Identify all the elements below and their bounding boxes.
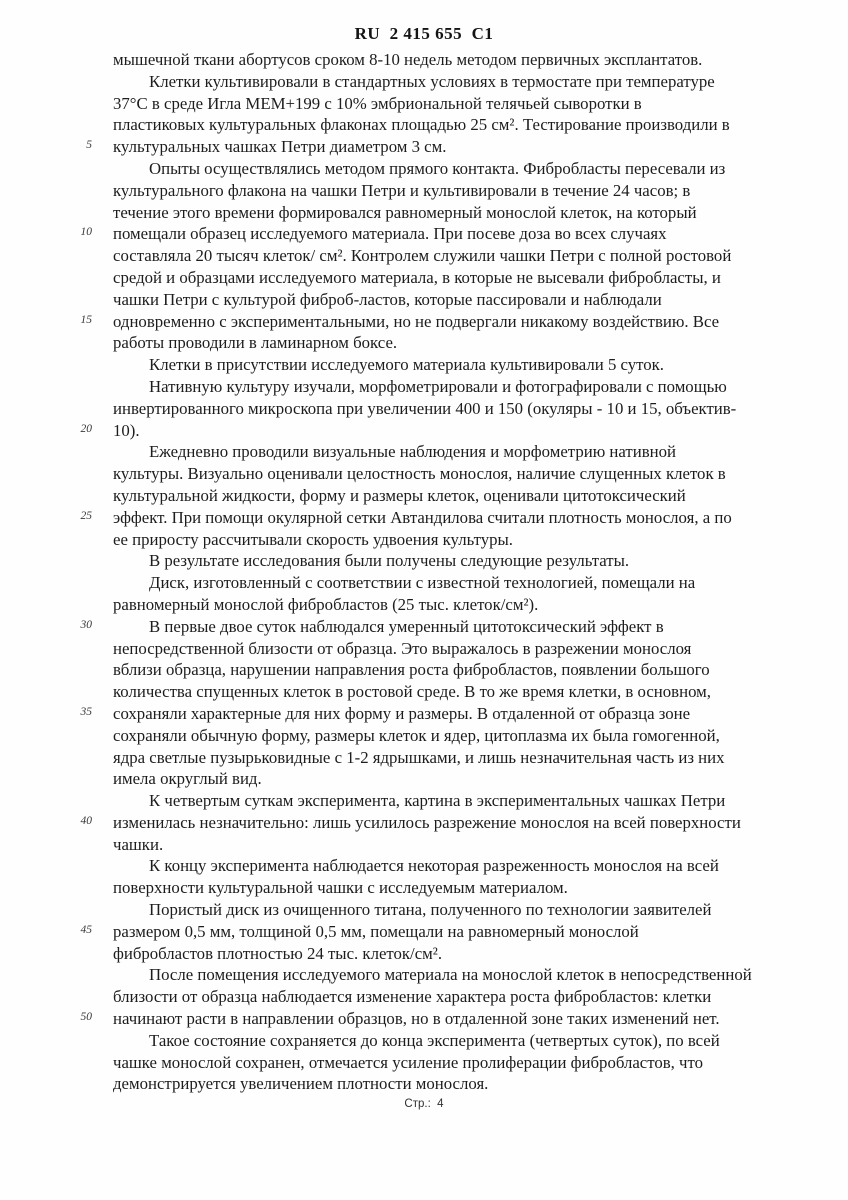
margin-line-number: 30 [80,618,92,631]
text-line-content: культурального флакона на чашки Петри и культивировали в течение 24 часов; в [113,180,691,200]
text-line-content: фибробластов плотностью 24 тыс. клеток/см². [113,943,443,963]
text-line-content: непосредственной близости от образца. Это выражалось в разрежении монослоя [113,638,692,658]
text-line-content: К концу эксперимента наблюдается некоторая разреженность монослоя на всей [149,856,719,876]
text-line-content: инвертированного микроскопа при увеличении 400 и 150 (окуляры - 10 и 15, объектив- [113,398,737,418]
text-line-content: изменилась незначительно: лишь усилилось разрежение монослоя на всей поверхности [113,812,741,832]
text-line [113,1073,803,1095]
text-line-content: чашки. [113,834,164,854]
text-line [113,441,803,463]
text-line-content: Клетки культивировали в стандартных условиях в термостате при температуре [149,71,715,91]
text-line [113,1052,803,1074]
text-line-content: количества спущенных клеток в ростовой среде. В то же время клетки, в основном, [113,682,711,702]
text-line [113,834,803,856]
text-line-content: В результате исследования были получены следующие результаты. [149,551,630,571]
text-line-content: средой и образцами исследуемого материала, в которые не высевали фибробласты, и [113,267,721,287]
text-line-content: К четвертым суткам эксперимента, картина в экспериментальных чашках Петри [149,791,726,811]
text-line-content: культуральных чашках Петри диаметром 3 см. [113,137,447,157]
text-line [80,223,803,245]
text-line [80,1008,803,1030]
text-line-content: Ежедневно проводили визуальные наблюдения и морфометрию нативной [149,442,677,462]
text-line-content: Диск, изготовленный с соответствии с известной технологией, помещали на [149,573,696,593]
text-line-content: близости от образца наблюдается изменение характера роста фибробластов: клетки [113,987,712,1007]
text-line [113,986,803,1008]
text-line-content: 37°С в среде Игла МЕМ+199 с 10% эмбриональной телячьей сыворотки в [113,93,642,113]
text-line [113,964,803,986]
text-line [86,136,803,158]
margin-line-number: 25 [80,509,92,522]
text-line [113,529,803,551]
margin-line-number: 45 [80,923,92,936]
text-line-content: имела округлый вид. [113,769,262,789]
text-line [113,855,803,877]
text-line [113,638,803,660]
text-line-content: помещали образец исследуемого материала. При посеве доза во всех случаях [113,224,667,244]
text-line [113,376,803,398]
text-line [113,877,803,899]
text-line [113,1030,803,1052]
text-line [80,420,803,442]
text-line-content: поверхности культуральной чашки с исследуемым материалом. [113,878,568,898]
text-line [113,289,803,311]
text-line [113,463,803,485]
text-line [113,725,803,747]
margin-line-number: 10 [80,226,92,239]
text-line [113,245,803,267]
patent-number-header: RU 2 415 655 C1 [354,24,494,43]
text-line [113,49,803,71]
text-line-content: одновременно с экспериментальными, но не подвергали никакому воздействию. Все [113,311,720,331]
text-line [80,703,803,725]
text-line-content: После помещения исследуемого материала на монослой клеток в непосредственной [149,965,752,985]
page-number: Стр.: 4 [404,1098,444,1110]
text-line-content: В первые двое суток наблюдался умеренный цитотоксический эффект в [149,616,664,636]
text-line [113,747,803,769]
margin-line-number: 5 [86,139,92,152]
text-line [113,681,803,703]
text-line-content: размером 0,5 мм, толщиной 0,5 мм, помещали на равномерный монослой [113,921,639,941]
margin-line-number: 50 [80,1011,92,1024]
text-line [113,943,803,965]
text-line [113,93,803,115]
text-line [113,71,803,93]
text-line-content: начинают расти в направлении образцов, но в отдаленной зоне таких изменений нет. [113,1009,720,1029]
text-line [113,550,803,572]
text-line [113,114,803,136]
text-line-content: чашки Петри с культурой фиброб-ластов, которые пассировали и наблюдали [113,289,662,309]
text-line [113,659,803,681]
text-line [80,921,803,943]
document-body [80,49,803,1095]
text-line-content: культуры. Визуально оценивали целостность монослоя, наличие слущенных клеток в [113,464,726,484]
text-line-content: пластиковых культуральных флаконах площадью 25 см². Тестирование производили в [113,115,730,135]
text-line [80,507,803,529]
text-line-content: чашке монослой сохранен, отмечается усиление пролиферации фибробластов, что [113,1052,703,1072]
text-line-content: сохраняли обычную форму, размеры клеток и ядер, цитоплазма их была гомогенной, [113,725,720,745]
text-line [113,180,803,202]
text-line-content: культуральной жидкости, форму и размеры клеток, оценивали цитотоксический [113,485,686,505]
margin-line-number: 40 [80,814,92,827]
text-line-content: работы проводили в ламинарном боксе. [113,333,398,353]
text-line-content: Пористый диск из очищенного титана, полученного по технологии заявителей [149,900,712,920]
text-line [113,332,803,354]
text-line-content: ее приросту рассчитывали скорость удвоения культуры. [113,529,513,549]
text-line [80,311,803,333]
text-line [113,354,803,376]
margin-line-number: 35 [80,705,92,718]
text-line [113,768,803,790]
text-line-content: составляла 20 тысяч клеток/ см². Контролем служили чашки Петри с полной ростовой [113,246,732,266]
text-line [113,899,803,921]
margin-line-number: 15 [80,313,92,326]
text-line-content: сохраняли характерные для них форму и размеры. В отдаленной от образца зоне [113,703,691,723]
text-line [80,812,803,834]
text-line-content: вблизи образца, нарушении направления роста фибробластов, появлении большого [113,660,710,680]
text-line [113,158,803,180]
text-line-content: Нативную культуру изучали, морфометрировали и фотографировали с помощью [149,376,727,396]
text-line-content: 10). [113,420,140,440]
text-line [113,202,803,224]
text-line-content: эффект. При помощи окулярной сетки Автандилова считали плотность монослоя, а по [113,507,732,527]
text-line-content: ядра светлые пузырьковидные с 1-2 ядрышками, и лишь незначительная часть из них [113,747,725,767]
margin-line-number: 20 [80,422,92,435]
text-line-content: течение этого времени формировался равномерный монослой клеток, на который [113,202,697,222]
text-line-content: мышечной ткани абортусов сроком 8-10 недель методом первичных эксплантатов. [113,50,703,69]
text-line-content: Клетки в присутствии исследуемого материала культивировали 5 суток. [149,355,665,375]
text-line-content: равномерный монослой фибробластов (25 тыс. клеток/см²). [113,594,539,614]
text-line [113,485,803,507]
text-line [113,267,803,289]
text-line [113,790,803,812]
text-line [113,572,803,594]
text-line [80,616,803,638]
text-line-content: демонстрируется увеличением плотности монослоя. [113,1074,489,1094]
text-line [113,594,803,616]
text-line-content: Опыты осуществлялись методом прямого контакта. Фибробласты пересевали из [149,158,726,178]
text-line-content: Такое состояние сохраняется до конца эксперимента (четвертых суток), по всей [149,1030,720,1050]
text-line [113,398,803,420]
